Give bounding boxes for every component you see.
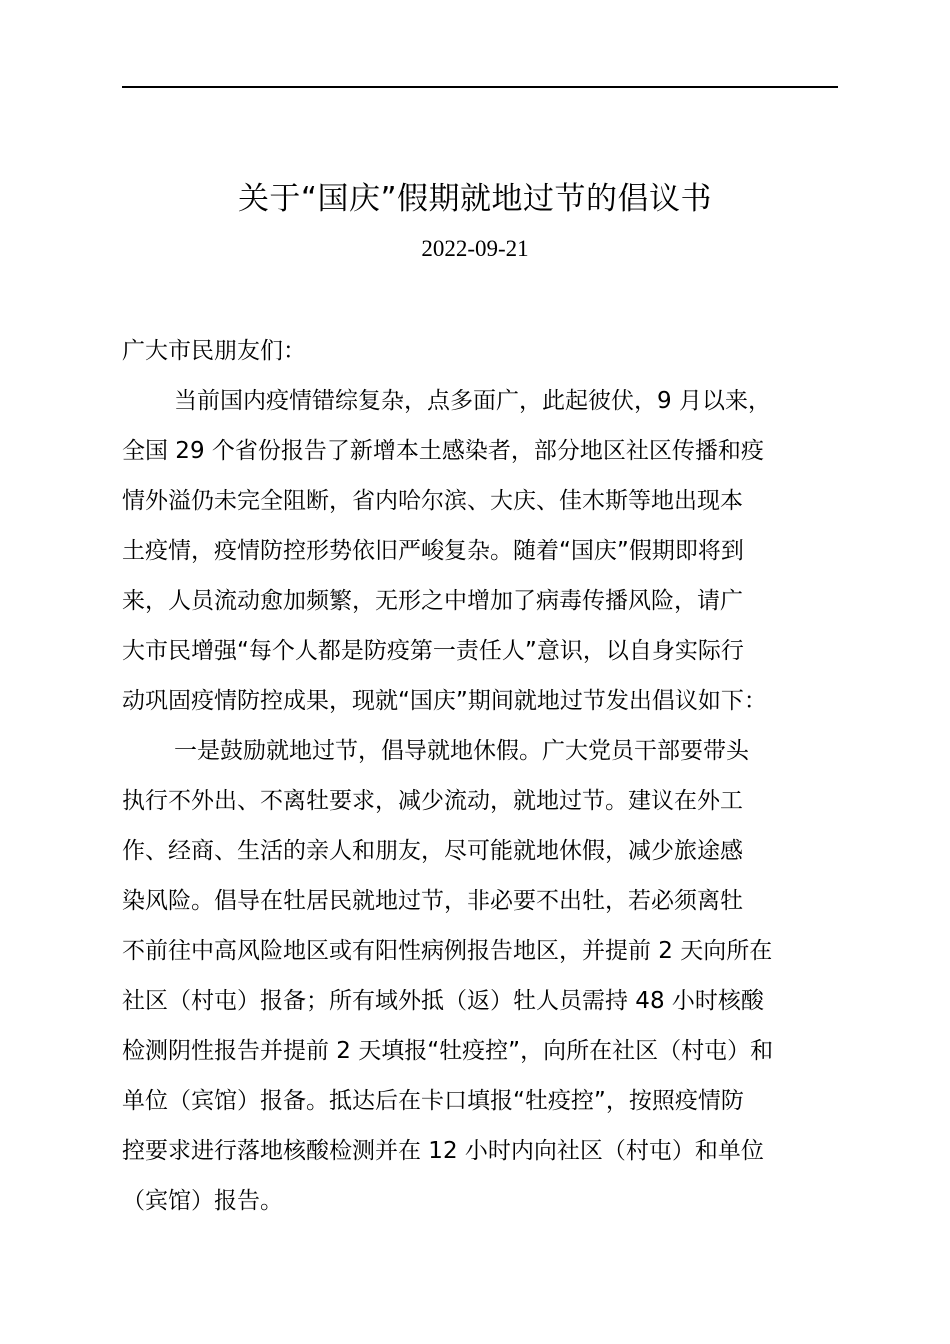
paragraph-line: 来，人员流动愈加频繁，无形之中增加了病毒传播风险，请广	[122, 588, 743, 614]
paragraph-line: 大市民增强“每个人都是防疫第一责任人”意识，以自身实际行	[122, 638, 744, 664]
paragraph-line: 全国 29 个省份报告了新增本土感染者，部分地区社区传播和疫	[122, 438, 764, 464]
paragraph-line: 作、经商、生活的亲人和朋友，尽可能就地休假，减少旅途感	[122, 838, 743, 864]
paragraph-line: 染风险。倡导在牡居民就地过节，非必要不出牡，若必须离牡	[122, 888, 743, 914]
document-title: 关于“国庆”假期就地过节的倡议书	[237, 181, 713, 217]
paragraph-line: 土疫情，疫情防控形势依旧严峻复杂。随着“国庆”假期即将到	[122, 538, 744, 564]
salutation: 广大市民朋友们：	[122, 338, 306, 364]
paragraph-line: 执行不外出、不离牡要求，减少流动，就地过节。建议在外工	[122, 788, 743, 814]
document-body	[122, 326, 842, 1226]
paragraph-line: 动巩固疫情防控成果，现就“国庆”期间就地过节发出倡议如下：	[122, 688, 767, 714]
paragraph-line: 当前国内疫情错综复杂，点多面广，此起彼伏，9 月以来，	[174, 388, 771, 414]
header-rule	[122, 86, 838, 88]
paragraph-line: 不前往中高风险地区或有阳性病例报告地区，并提前 2 天向所在	[122, 938, 773, 964]
paragraph-line: 情外溢仍未完全阻断，省内哈尔滨、大庆、佳木斯等地出现本	[122, 488, 743, 514]
paragraph-line: 控要求进行落地核酸检测并在 12 小时内向社区（村屯）和单位	[122, 1138, 764, 1164]
paragraph-line: 一是鼓励就地过节，倡导就地休假。广大党员干部要带头	[174, 738, 749, 764]
document-date: 2022-09-21	[421, 236, 529, 261]
paragraph-1	[122, 376, 842, 726]
paragraph-2	[122, 726, 842, 1226]
paragraph-line: 检测阴性报告并提前 2 天填报“牡疫控”，向所在社区（村屯）和	[122, 1038, 774, 1064]
paragraph-line: 单位（宾馆）报备。抵达后在卡口填报“牡疫控”，按照疫情防	[122, 1088, 744, 1114]
paragraph-line: 社区（村屯）报备；所有域外抵（返）牡人员需持 48 小时核酸	[122, 988, 764, 1014]
paragraph-line: （宾馆）报告。	[122, 1188, 283, 1214]
